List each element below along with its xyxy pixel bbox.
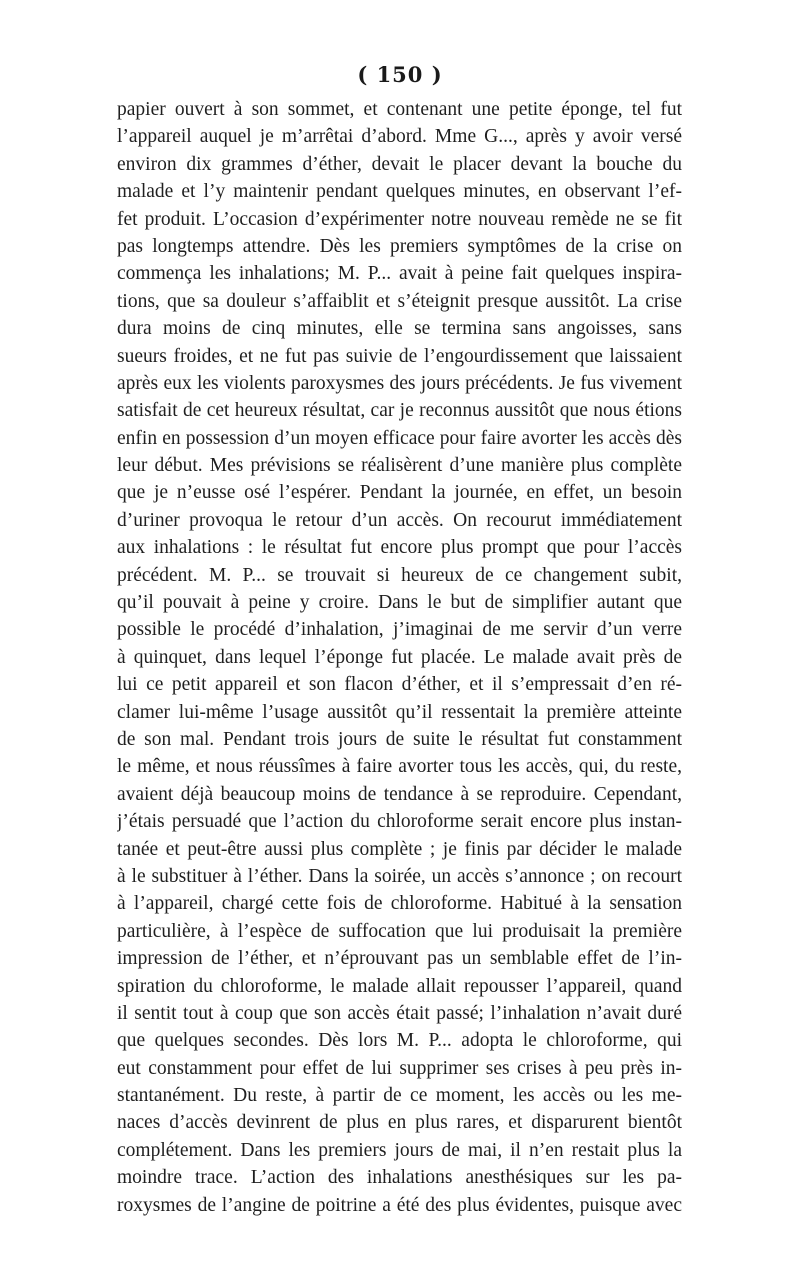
text-line: à quinquet, dans lequel l’éponge fut placée. Le malade avait près de [117, 646, 682, 668]
text-line: que quelques secondes. Dès lors M. P... adopta le chloroforme, qui [117, 1030, 682, 1052]
text-line: le même, et nous réussîmes à faire avorter tous les accès, qui, du reste, [117, 756, 682, 778]
text-line: tions, que sa douleur s’affaiblit et s’éteignit presque aussitôt. La crise [117, 290, 682, 312]
text-line: à le substituer à l’éther. Dans la soirée, un accès s’annonce ; on recourt [117, 865, 682, 887]
text-line: d’uriner provoqua le retour d’un accès. On recourut immédiatement [117, 509, 682, 531]
text-line: commença les inhalations; M. P... avait à peine fait quelques inspira- [117, 263, 682, 285]
text-line: enfin en possession d’un moyen efficace pour faire avorter les accès dès [117, 427, 682, 449]
text-line: malade et l’y maintenir pendant quelques minutes, en observant l’ef- [117, 181, 682, 203]
text-line: de son mal. Pendant trois jours de suite le résultat fut constamment [117, 728, 682, 750]
text-line: à l’appareil, chargé cette fois de chloroforme. Habitué à la sensation [117, 893, 682, 915]
text-line: avaient déjà beaucoup moins de tendance à se reproduire. Cependant, [117, 783, 682, 805]
text-line: eut constamment pour effet de lui supprimer ses crises à peu près in- [117, 1057, 682, 1079]
text-line: tanée et peut-être aussi plus complète ; je finis par décider le malade [117, 838, 682, 860]
text-line: lui ce petit appareil et son flacon d’éther, et il s’empressait d’en ré- [117, 674, 682, 696]
text-line: impression de l’éther, et n’éprouvant pas un semblable effet de l’in- [117, 948, 682, 970]
text-line: satisfait de cet heureux résultat, car je reconnus aussitôt que nous étions [117, 400, 682, 422]
text-line: complétement. Dans les premiers jours de mai, il n’en restait plus la [117, 1139, 682, 1161]
text-line: qu’il pouvait à peine y croire. Dans le but de simplifier autant que [117, 592, 682, 614]
text-line: clamer lui-même l’usage aussitôt qu’il ressentait la première atteinte [117, 701, 682, 723]
text-line: roxysmes de l’angine de poitrine a été des plus évidentes, puisque avec [117, 1194, 682, 1216]
text-line: pas longtemps attendre. Dès les premiers symptômes de la crise on [117, 235, 682, 257]
text-line: il sentit tout à coup que son accès était passé; l’inhalation n’avait duré [117, 1002, 682, 1024]
text-line: particulière, à l’espèce de suffocation que lui produisait la première [117, 920, 682, 942]
text-line: leur début. Mes prévisions se réalisèrent d’une manière plus complète [117, 455, 682, 477]
text-line: papier ouvert à son sommet, et contenant une petite éponge, tel fut [117, 99, 682, 120]
text-line: sueurs froides, et ne fut pas suivie de l’engourdissement que laissaient [117, 345, 682, 367]
body-text [117, 96, 682, 1219]
text-line: précédent. M. P... se trouvait si heureux de ce changement subit, [117, 564, 682, 586]
text-line: naces d’accès devinrent de plus en plus rares, et disparurent bientôt [117, 1112, 682, 1134]
text-line: dura moins de cinq minutes, elle se termina sans angoisses, sans [117, 318, 682, 340]
text-line: que je n’eusse osé l’espérer. Pendant la journée, en effet, un besoin [117, 482, 682, 504]
text-line: après eux les violents paroxysmes des jours précédents. Je fus vivement [117, 372, 682, 394]
text-line: l’appareil auquel je m’arrêtai d’abord. Mme G..., après y avoir versé [117, 126, 682, 148]
text-line: moindre trace. L’action des inhalations anesthésiques sur les pa- [117, 1167, 682, 1189]
text-line: possible le procédé d’inhalation, j’imaginai de me servir d’un verre [117, 619, 682, 641]
text-line: stantanément. Du reste, à partir de ce moment, les accès ou les me- [117, 1085, 682, 1107]
text-line: j’étais persuadé que l’action du chloroforme serait encore plus instan- [117, 811, 682, 833]
text-line: fet produit. L’occasion d’expérimenter notre nouveau remède ne se fit [117, 208, 682, 230]
page-number: ( 150 ) [357, 62, 443, 87]
text-line: spiration du chloroforme, le malade allait repousser l’appareil, quand [117, 975, 682, 997]
text-line: environ dix grammes d’éther, devait le placer devant la bouche du [117, 153, 682, 175]
text-line: aux inhalations : le résultat fut encore plus prompt que pour l’accès [117, 537, 682, 559]
